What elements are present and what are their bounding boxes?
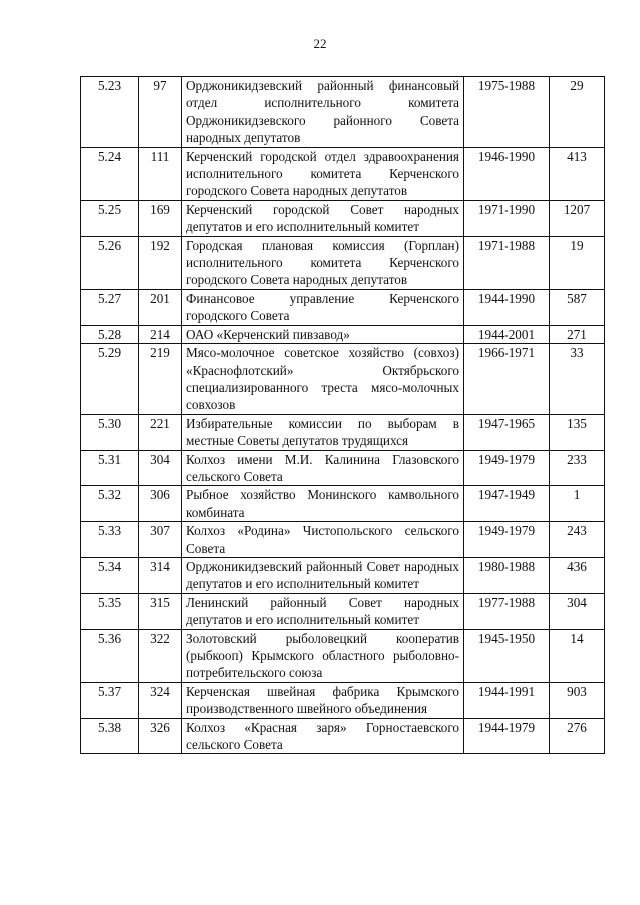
file-count: 19 — [550, 236, 605, 289]
file-count: 1 — [550, 486, 605, 522]
fund-number: 324 — [139, 682, 182, 718]
row-number: 5.28 — [81, 325, 139, 343]
date-range: 1947-1949 — [464, 486, 550, 522]
date-range: 1945-1950 — [464, 629, 550, 682]
date-range: 1946-1990 — [464, 147, 550, 200]
date-range: 1977-1988 — [464, 593, 550, 629]
row-number: 5.29 — [81, 344, 139, 415]
fund-name: Финансовое управление Керченского городского Совета — [182, 289, 464, 325]
file-count: 903 — [550, 682, 605, 718]
file-count: 135 — [550, 414, 605, 450]
fund-name: Керченский городской Совет народных депутатов и его исполнительный комитет — [182, 200, 464, 236]
fund-name: Колхоз «Красная заря» Горностаевского сельского Совета — [182, 718, 464, 754]
date-range: 1947-1965 — [464, 414, 550, 450]
fund-number: 314 — [139, 557, 182, 593]
fund-number: 214 — [139, 325, 182, 343]
table-row — [81, 718, 605, 754]
date-range: 1975-1988 — [464, 77, 550, 148]
file-count: 413 — [550, 147, 605, 200]
fund-number: 192 — [139, 236, 182, 289]
fund-name: ОАО «Керченский пивзавод» — [182, 325, 464, 343]
table-row — [81, 236, 605, 289]
table-row — [81, 682, 605, 718]
fund-number: 304 — [139, 450, 182, 486]
row-number: 5.33 — [81, 522, 139, 558]
file-count: 29 — [550, 77, 605, 148]
table-row — [81, 325, 605, 343]
date-range: 1944-1990 — [464, 289, 550, 325]
fund-name: Золотовский рыболовецкий кооператив (рыбкооп) Крымского областного рыболовно-потребительского союза — [182, 629, 464, 682]
table-row — [81, 486, 605, 522]
date-range: 1944-1991 — [464, 682, 550, 718]
table-row — [81, 77, 605, 148]
fund-number: 326 — [139, 718, 182, 754]
fund-name: Керченский городской отдел здравоохранения исполнительного комитета Керченского городского Совета народных депутатов — [182, 147, 464, 200]
date-range: 1944-1979 — [464, 718, 550, 754]
date-range: 1944-2001 — [464, 325, 550, 343]
file-count: 276 — [550, 718, 605, 754]
fund-name: Орджоникидзевский районный Совет народных депутатов и его исполнительный комитет — [182, 557, 464, 593]
row-number: 5.36 — [81, 629, 139, 682]
date-range: 1949-1979 — [464, 450, 550, 486]
date-range: 1980-1988 — [464, 557, 550, 593]
row-number: 5.30 — [81, 414, 139, 450]
page-number: 22 — [313, 36, 327, 51]
row-number: 5.38 — [81, 718, 139, 754]
date-range: 1971-1988 — [464, 236, 550, 289]
fund-name: Колхоз имени М.И. Калинина Глазовского сельского Совета — [182, 450, 464, 486]
fund-name: Колхоз «Родина» Чистопольского сельского Совета — [182, 522, 464, 558]
file-count: 1207 — [550, 200, 605, 236]
fund-name: Орджоникидзевский районный финансовый отдел исполнительного комитета Орджоникидзевского районного Совета народных депутатов — [182, 77, 464, 148]
file-count: 436 — [550, 557, 605, 593]
row-number: 5.25 — [81, 200, 139, 236]
row-number: 5.31 — [81, 450, 139, 486]
fund-name: Избирательные комиссии по выборам в местные Советы депутатов трудящихся — [182, 414, 464, 450]
fund-number: 306 — [139, 486, 182, 522]
date-range: 1966-1971 — [464, 344, 550, 415]
table-row — [81, 147, 605, 200]
table-row — [81, 593, 605, 629]
file-count: 233 — [550, 450, 605, 486]
fund-number: 97 — [139, 77, 182, 148]
fund-number: 322 — [139, 629, 182, 682]
fund-number: 169 — [139, 200, 182, 236]
table-row — [81, 450, 605, 486]
row-number: 5.27 — [81, 289, 139, 325]
file-count: 271 — [550, 325, 605, 343]
fund-name: Ленинский районный Совет народных депутатов и его исполнительный комитет — [182, 593, 464, 629]
date-range: 1971-1990 — [464, 200, 550, 236]
table-row — [81, 200, 605, 236]
fund-name: Керченская швейная фабрика Крымского производственного швейного объединения — [182, 682, 464, 718]
fund-name: Мясо-молочное советское хозяйство (совхоз) «Краснофлотский» Октябрьского специализированного треста мясо-молочных совхозов — [182, 344, 464, 415]
row-number: 5.23 — [81, 77, 139, 148]
archive-fund-table — [80, 76, 605, 754]
file-count: 304 — [550, 593, 605, 629]
file-count: 33 — [550, 344, 605, 415]
table-row — [81, 344, 605, 415]
row-number: 5.26 — [81, 236, 139, 289]
fund-number: 219 — [139, 344, 182, 415]
fund-number: 307 — [139, 522, 182, 558]
row-number: 5.37 — [81, 682, 139, 718]
fund-number: 111 — [139, 147, 182, 200]
fund-number: 315 — [139, 593, 182, 629]
row-number: 5.32 — [81, 486, 139, 522]
table-row — [81, 629, 605, 682]
file-count: 587 — [550, 289, 605, 325]
row-number: 5.34 — [81, 557, 139, 593]
file-count: 243 — [550, 522, 605, 558]
table-row — [81, 557, 605, 593]
table-row — [81, 289, 605, 325]
file-count: 14 — [550, 629, 605, 682]
fund-name: Городская плановая комиссия (Горплан) исполнительного комитета Керченского городского Совета народных депутатов — [182, 236, 464, 289]
row-number: 5.35 — [81, 593, 139, 629]
table-row — [81, 522, 605, 558]
fund-number: 201 — [139, 289, 182, 325]
fund-name: Рыбное хозяйство Монинского камвольного комбината — [182, 486, 464, 522]
date-range: 1949-1979 — [464, 522, 550, 558]
table-row — [81, 414, 605, 450]
fund-number: 221 — [139, 414, 182, 450]
row-number: 5.24 — [81, 147, 139, 200]
